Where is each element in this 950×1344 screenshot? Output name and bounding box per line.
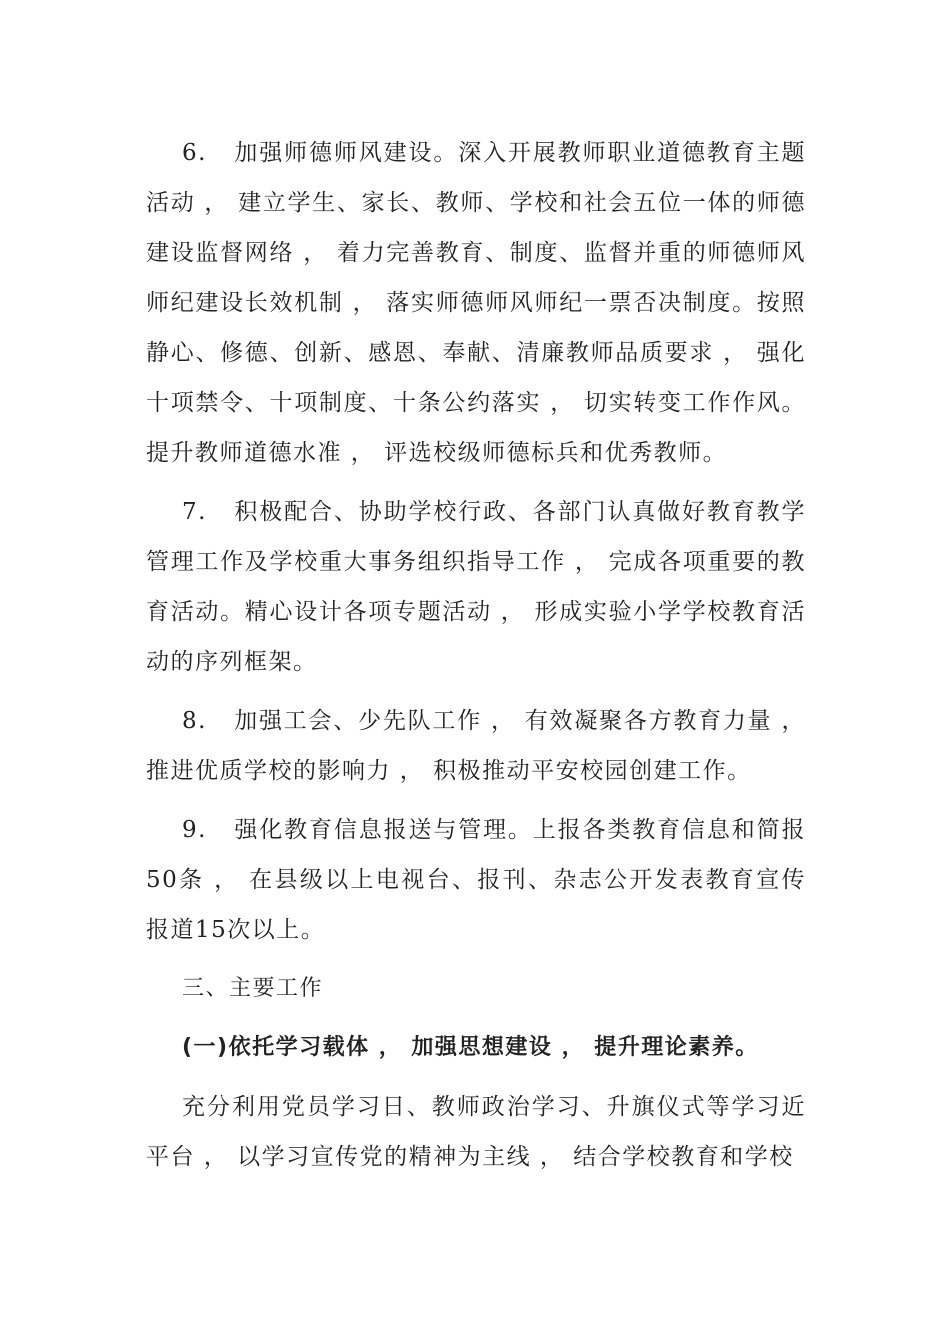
list-item-6 [146, 128, 806, 478]
list-item-8 [146, 696, 806, 796]
section-heading: 三、主要工作 [182, 976, 324, 1001]
subsection-heading: (一)依托学习载体 ， 加强思想建设 ， 提升理论素养。 [182, 1035, 759, 1060]
item-number: 6. [182, 140, 207, 166]
item-text: 加强工会、少先队工作 ， 有效凝聚各方教育力量 ，推进优质学校的影响力 ， 积极推动平安校园创建工作。 [146, 708, 806, 784]
document-body [146, 128, 806, 1191]
list-item-9 [146, 805, 806, 955]
list-item-7 [146, 487, 806, 687]
item-text: 强化教育信息报送与管理。上报各类教育信息和简报50条 ， 在县级以上电视台、报刊、杂志公开发表教育宣传报道15次以上。 [146, 817, 806, 943]
item-number: 8. [182, 708, 207, 734]
item-number: 9. [182, 817, 207, 843]
item-text: 加强师德师风建设。深入开展教师职业道德教育主题活动 ， 建立学生、家长、教师、学校和社会五位一体的师德建设监督网络 ， 着力完善教育、制度、监督并重的师德师风师纪建设长效机制 ， 落实师德师风师纪一票否决制度。按照静心、修德、创新、感恩、奉献、清廉教师品质要求 ， 强化十项禁令、十项制度、十条公约落实 ， 切实转变工作作风。提升教师道德水准 ， 评选校级师德标兵和优秀教师。 [146, 140, 806, 466]
closing-paragraph: 充分利用党员学习日、教师政治学习、升旗仪式等学习近平台 ， 以学习宣传党的精神为主线 ， 结合学校教育和学校 [146, 1094, 806, 1170]
item-number: 7. [182, 499, 207, 525]
item-text: 积极配合、协助学校行政、各部门认真做好教育教学管理工作及学校重大事务组织指导工作 ， 完成各项重要的教育活动。精心设计各项专题活动 ， 形成实验小学学校教育活动的序列框架。 [146, 499, 806, 675]
